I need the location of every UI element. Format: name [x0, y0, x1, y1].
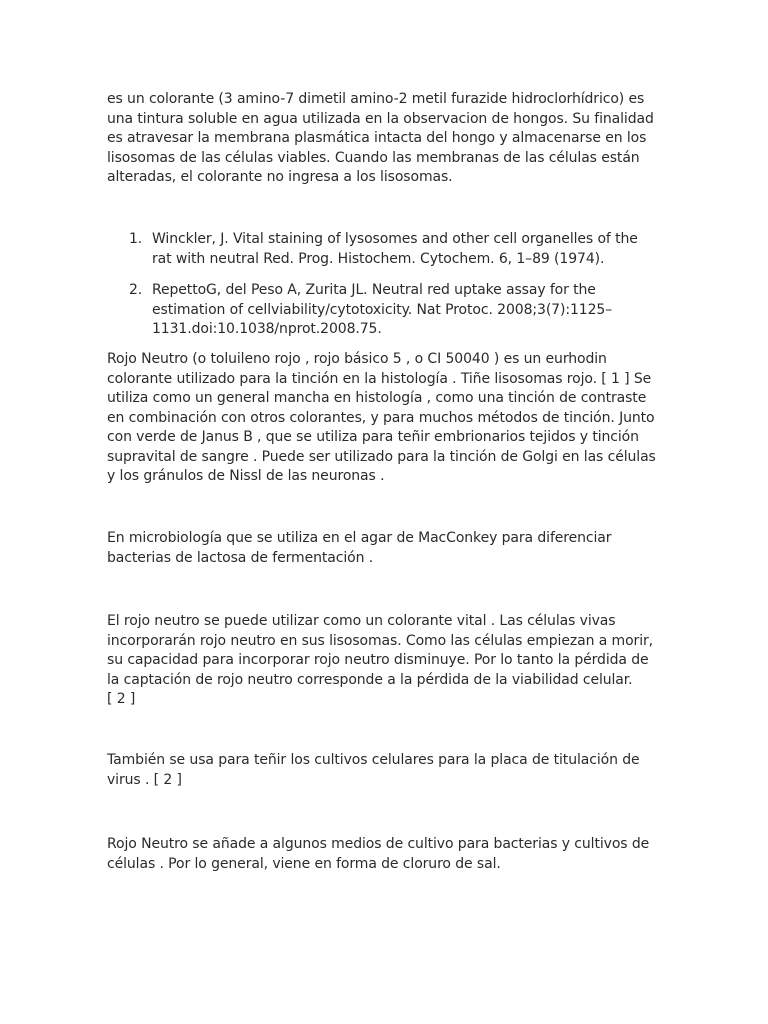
- text-line: una tintura soluble en agua utilizada en la observacion de hongos. Su finalidad: [107, 110, 654, 127]
- text-line: alteradas, el colorante no ingresa a los lisosomas.: [107, 169, 453, 185]
- text-line: la captación de rojo neutro corresponde a la pérdida de la viabilidad celular.: [107, 671, 633, 688]
- text-line: Rojo Neutro (o toluileno rojo , rojo básico 5 , o CI 50040 ) es un eurhodin: [107, 351, 607, 367]
- text-line: virus . [ 2 ]: [107, 771, 182, 788]
- rojo-neutro-paragraph: [107, 350, 667, 487]
- intro-paragraph: [107, 90, 667, 188]
- medios-paragraph: [107, 835, 667, 874]
- text-line: con verde de Janus B , que se utiliza para teñir embrionarios tejidos y tinción: [107, 429, 639, 445]
- microbiologia-paragraph: [107, 529, 667, 568]
- text-line: 1131.doi:10.1038/nprot.2008.75.: [152, 321, 382, 337]
- reference-text: [152, 281, 667, 340]
- text-line: en combinación con otros colorantes, y para muchos métodos de tinción. Junto: [107, 409, 655, 426]
- text-line: su capacidad para incorporar rojo neutro disminuye. Por lo tanto la pérdida de: [107, 652, 649, 668]
- text-line: [ 2 ]: [107, 691, 136, 707]
- text-line: incorporarán rojo neutro en sus lisosomas. Como las células empiezan a morir,: [107, 632, 653, 649]
- reference-number: 1.: [129, 231, 143, 247]
- reference-number: 2.: [129, 282, 143, 298]
- text-line: lisosomas de las células viables. Cuando las membranas de las células están: [107, 149, 640, 166]
- text-line: Winckler, J. Vital staining of lysosomes and other cell organelles of the: [152, 231, 638, 247]
- text-line: es atravesar la membrana plasmática intacta del hongo y almacenarse en los: [107, 130, 647, 146]
- text-line: RepettoG, del Peso A, Zurita JL. Neutral red uptake assay for the: [152, 282, 596, 298]
- text-line: También se usa para teñir los cultivos celulares para la placa de titulación de: [107, 752, 640, 768]
- text-line: colorante utilizado para la tinción en la histología . Tiñe lisosomas rojo. [ 1 ] Se: [107, 370, 652, 387]
- cultivos-paragraph: [107, 751, 667, 790]
- text-line: supravital de sangre . Puede ser utilizado para la tinción de Golgi en las células: [107, 448, 656, 465]
- text-line: estimation of cellviability/cytotoxicity. Nat Protoc. 2008;3(7):1125–: [152, 301, 613, 318]
- colorante-vital-paragraph: [107, 612, 667, 710]
- text-line: bacterias de lactosa de fermentación .: [107, 549, 374, 566]
- text-line: Rojo Neutro se añade a algunos medios de cultivo para bacterias y cultivos de: [107, 836, 650, 852]
- text-line: utiliza como un general mancha en histología , como una tinción de contraste: [107, 390, 647, 406]
- text-line: células . Por lo general, viene en forma de cloruro de sal.: [107, 855, 501, 872]
- text-line: En microbiología que se utiliza en el agar de MacConkey para diferenciar: [107, 530, 612, 546]
- text-line: rat with neutral Red. Prog. Histochem. Cytochem. 6, 1–89 (1974).: [152, 250, 605, 267]
- reference-text: [152, 230, 667, 269]
- text-line: El rojo neutro se puede utilizar como un colorante vital . Las células vivas: [107, 613, 616, 629]
- text-line: y los gránulos de Nissl de las neuronas .: [107, 468, 385, 484]
- text-line: es un colorante (3 amino-7 dimetil amino-2 metil furazide hidroclorhídrico) es: [107, 91, 645, 107]
